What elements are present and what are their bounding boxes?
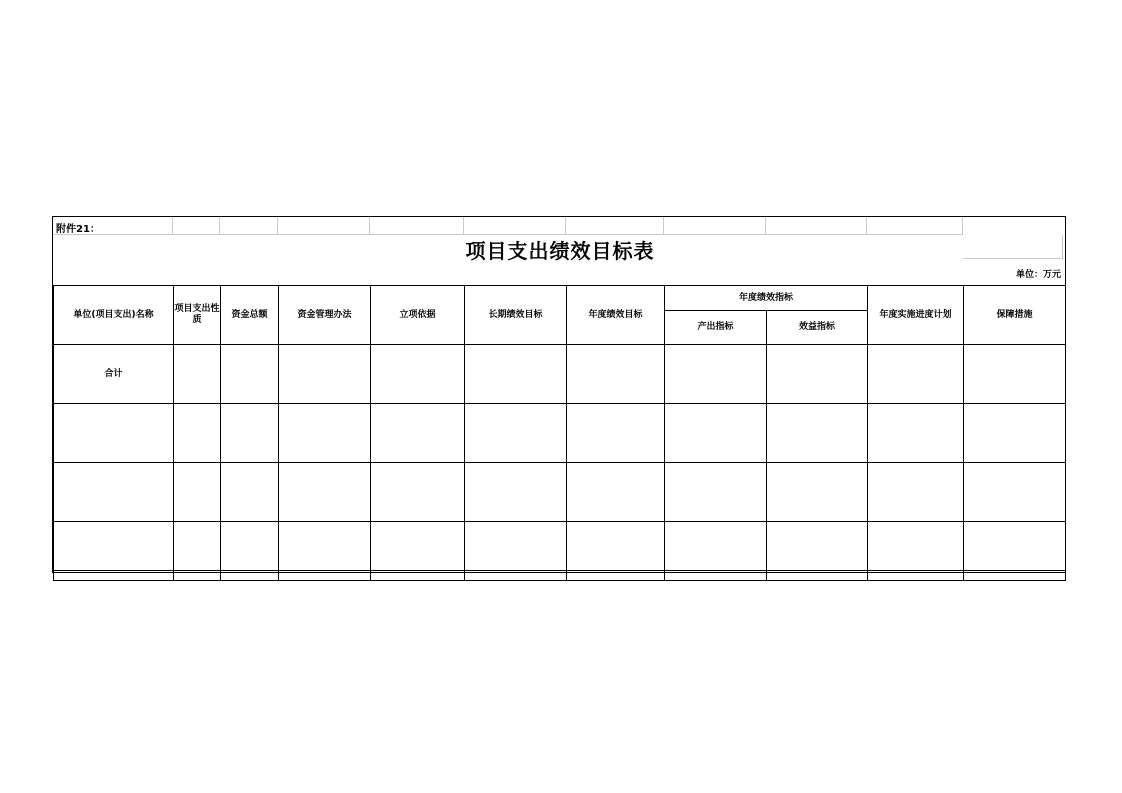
table-cell xyxy=(54,522,174,581)
table-cell xyxy=(665,522,767,581)
table-cell xyxy=(465,345,567,404)
unit-label: 单位：万元 xyxy=(1015,270,1061,280)
table-cell xyxy=(54,463,174,522)
table-cell: 合计 xyxy=(54,345,174,404)
header-project-nature: 项目支出性质 xyxy=(174,286,221,345)
table-cell xyxy=(567,463,665,522)
header-basis: 立项依据 xyxy=(371,286,465,345)
table-cell xyxy=(868,463,964,522)
table-cell xyxy=(964,463,1066,522)
table-cell xyxy=(54,404,174,463)
table-cell xyxy=(221,463,279,522)
table-cell xyxy=(174,345,221,404)
header-annual-goal: 年度绩效目标 xyxy=(567,286,665,345)
table-row xyxy=(54,522,1066,581)
table-cell xyxy=(567,345,665,404)
page-title: 项目支出绩效目标表 xyxy=(465,239,655,263)
table-row xyxy=(54,404,1066,463)
table-cell xyxy=(221,522,279,581)
header-benefit-indicator: 效益指标 xyxy=(767,311,868,345)
header-annual-indicators: 年度绩效指标 xyxy=(665,286,868,311)
table-cell xyxy=(868,404,964,463)
table-cell xyxy=(465,522,567,581)
table-cell xyxy=(221,345,279,404)
table-cell xyxy=(868,522,964,581)
table-cell xyxy=(567,522,665,581)
corner-cell xyxy=(963,235,1063,259)
table-cell xyxy=(665,345,767,404)
header-output-indicator: 产出指标 xyxy=(665,311,767,345)
table-cell xyxy=(371,522,465,581)
table-cell xyxy=(767,345,868,404)
table-cell xyxy=(465,463,567,522)
table-cell xyxy=(371,463,465,522)
header-safeguards: 保障措施 xyxy=(964,286,1066,345)
table-cell xyxy=(964,522,1066,581)
table-cell xyxy=(767,404,868,463)
bottom-border xyxy=(53,570,1065,571)
table-cell xyxy=(567,404,665,463)
table-cell xyxy=(174,522,221,581)
table-cell xyxy=(868,345,964,404)
table-cell xyxy=(665,463,767,522)
table-cell xyxy=(279,522,371,581)
table-cell xyxy=(964,345,1066,404)
table-cell xyxy=(665,404,767,463)
table-cell xyxy=(371,404,465,463)
table-cell xyxy=(767,522,868,581)
table-cell xyxy=(221,404,279,463)
header-unit-name: 单位(项目支出)名称 xyxy=(54,286,174,345)
header-implementation-plan: 年度实施进度计划 xyxy=(868,286,964,345)
table-cell xyxy=(371,345,465,404)
header-long-term-goal: 长期绩效目标 xyxy=(465,286,567,345)
table-cell xyxy=(465,404,567,463)
attachment-label: 附件21： xyxy=(56,224,100,235)
performance-target-sheet xyxy=(52,216,1066,573)
table-row xyxy=(54,463,1066,522)
top-grid-row xyxy=(53,217,963,235)
table-cell xyxy=(964,404,1066,463)
table-cell xyxy=(767,463,868,522)
table-cell xyxy=(279,345,371,404)
table-cell xyxy=(174,463,221,522)
table-cell xyxy=(174,404,221,463)
table-row xyxy=(54,345,1066,404)
performance-table xyxy=(53,285,1066,581)
header-total-funds: 资金总额 xyxy=(221,286,279,345)
table-cell xyxy=(279,463,371,522)
table-cell xyxy=(279,404,371,463)
header-fund-management: 资金管理办法 xyxy=(279,286,371,345)
